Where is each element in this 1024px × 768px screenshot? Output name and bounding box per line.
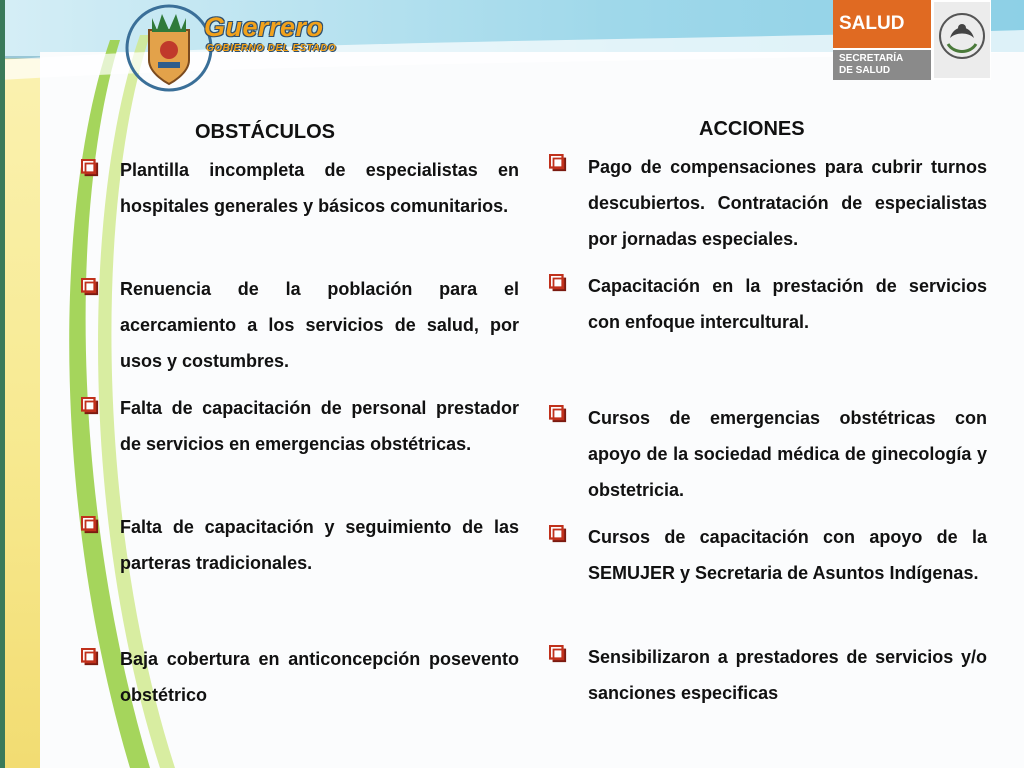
obstaculo-text: Falta de capacitación y seguimiento de las parteras tradicionales. (120, 517, 519, 573)
accion-item (588, 639, 987, 711)
accion-text: Capacitación en la prestación de servicios con enfoque intercultural. (588, 276, 987, 332)
checkbox-bullet-icon (81, 397, 99, 415)
salud-subtitle-line-2: DE SALUD (839, 65, 891, 76)
left-border-line (0, 0, 5, 768)
guerrero-title: Guerrero (204, 12, 324, 42)
salud-logo (833, 0, 991, 80)
obstaculo-text: Plantilla incompleta de especialistas en hospitales generales y básicos comunitarios. (120, 160, 519, 216)
checkbox-bullet-icon (81, 278, 99, 296)
obstaculo-text: Renuencia de la población para el acercamiento a los servicios de salud, por usos y costumbres. (120, 279, 519, 371)
obstaculos-title: OBSTÁCULOS (195, 121, 335, 143)
accion-text: Cursos de emergencias obstétricas con apoyo de la sociedad médica de ginecología y obstetricia. (588, 408, 987, 500)
obstaculo-text: Falta de capacitación de personal prestador de servicios en emergencias obstétricas. (120, 398, 519, 454)
obstaculo-item (120, 641, 519, 713)
obstaculo-item (120, 152, 519, 224)
accion-item (588, 268, 987, 340)
checkbox-bullet-icon (549, 405, 567, 423)
guerrero-subtitle: GOBIERNO DEL ESTADO (206, 43, 337, 54)
accion-text: Cursos de capacitación con apoyo de la SEMUJER y Secretaria de Asuntos Indígenas. (588, 527, 987, 583)
checkbox-bullet-icon (549, 525, 567, 543)
salud-subtitle-line-1: SECRETARÍA (839, 53, 904, 64)
obstaculo-item (120, 390, 519, 462)
checkbox-bullet-icon (549, 154, 567, 172)
checkbox-bullet-icon (549, 274, 567, 292)
accion-item (588, 149, 987, 257)
obstaculo-text: Baja cobertura en anticoncepción posevento obstétrico (120, 649, 519, 705)
obstaculo-item (120, 271, 519, 379)
checkbox-bullet-icon (81, 648, 99, 666)
acciones-title: ACCIONES (699, 118, 805, 140)
salud-title: SALUD (833, 0, 931, 48)
accion-text: Pago de compensaciones para cubrir turnos descubiertos. Contratación de especialistas por jornadas especiales. (588, 157, 987, 249)
salud-subtitle (833, 50, 931, 80)
checkbox-bullet-icon (81, 159, 99, 177)
obstaculo-item (120, 509, 519, 581)
accion-item (588, 519, 987, 591)
checkbox-bullet-icon (549, 645, 567, 663)
checkbox-bullet-icon (81, 516, 99, 534)
accion-item (588, 400, 987, 508)
accion-text: Sensibilizaron a prestadores de servicios y/o sanciones especificas (588, 647, 987, 703)
mexico-seal-icon (934, 2, 990, 78)
